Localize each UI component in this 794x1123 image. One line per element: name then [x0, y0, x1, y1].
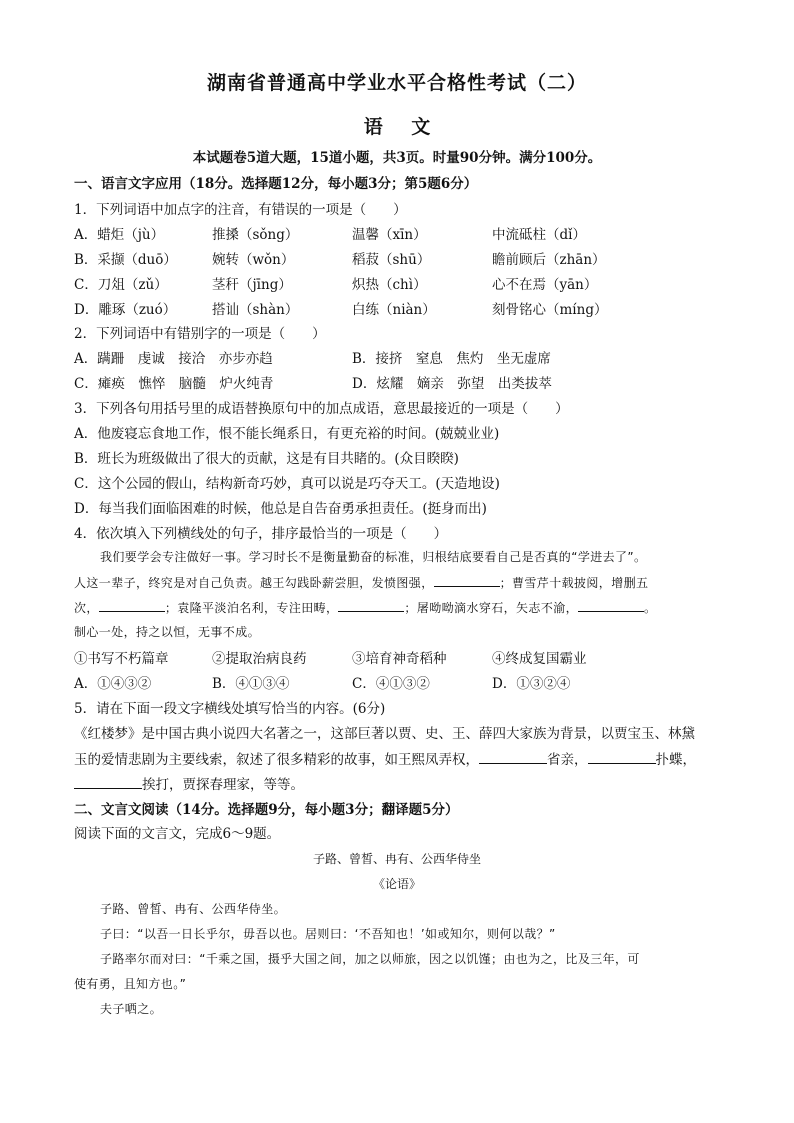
- passage-line: 子路、曾皙、冉有、公西华侍坐。: [100, 902, 287, 916]
- fill-blank: [479, 750, 547, 764]
- q4-item: ④终成复国霸业: [492, 651, 587, 667]
- fill-blank: [99, 598, 165, 612]
- q1-option-row: [74, 298, 734, 318]
- q1-option: 中流砥柱（dǐ）: [492, 227, 586, 243]
- q1-option-row: [74, 273, 734, 293]
- q4-passage-line: 制心一处，持之以恒，无事不成。: [74, 625, 261, 639]
- q1-option: 婉转（wǒn）: [212, 252, 295, 268]
- q4-passage-line: 我们要学会专注做好一事。学习时长不是衡量勤奋的标准，归根结底要看自己是否真的“学进去了”。: [100, 550, 647, 564]
- passage-line: 使有勇，且知方也。”: [74, 977, 187, 991]
- q5-text: 扑蝶，: [655, 752, 696, 768]
- q1-option: 搭讪（shàn）: [212, 302, 299, 318]
- q2-stem: 2．下列词语中有错别字的一项是（ ）: [74, 326, 326, 342]
- fill-blank: [338, 598, 404, 612]
- section2-instruction: 阅读下面的文言文，完成6～9题。: [74, 826, 281, 842]
- q1-option: 推搡（sǒng）: [212, 227, 299, 243]
- q2-option: C．瘫痪 憔悴 脑髓 炉火纯青: [74, 376, 274, 392]
- q5-text: 挨打，贾探春理家，等等。: [142, 777, 304, 793]
- passage-line: 子路率尔而对曰：“千乘之国，摄乎大国之间，加之以师旅，因之以饥馑；由也为之，比及三年，可: [100, 952, 640, 966]
- q4-passage-text: ；屠呦呦滴水穿石，矢志不渝，: [404, 601, 579, 615]
- q2-option-row: [74, 347, 734, 367]
- passage-line: 夫子哂之。: [100, 1002, 163, 1016]
- q1-option: 白练（niàn）: [352, 302, 436, 318]
- q2-option: A．蹒跚 虔诚 接洽 亦步亦趋: [74, 351, 273, 367]
- q4-passage-line: [74, 598, 724, 616]
- subject-title: 语 文: [363, 116, 431, 138]
- q2-option: D．炫耀 嫡亲 弥望 出类拔萃: [352, 376, 552, 392]
- q1-option-row: [74, 223, 734, 243]
- q1-option: D．雕琢（zuó）: [74, 302, 177, 318]
- q3-option: B．班长为班级做出了很大的贡献，这是有目共睹的。(众目睽睽): [74, 451, 459, 467]
- fill-blank: [588, 750, 656, 764]
- q4-passage-text: 。: [644, 601, 657, 615]
- q4-option: D．①③②④: [492, 676, 571, 692]
- q4-passage-text: ；袁隆平淡泊名利，专注田畴，: [164, 601, 339, 615]
- q2-option: B．接挤 窒息 焦灼 坐无虚席: [352, 351, 551, 367]
- passage-line: 子曰：“以吾一日长乎尔，毋吾以也。居则曰：‘不吾知也！’如或知尔，则何以哉？”: [100, 927, 556, 941]
- exam-intro: 本试题卷5道大题，15道小题，共3页。时量90分钟。满分100分。: [192, 150, 602, 166]
- section1-heading: 一、语言文字应用（18分。选择题12分，每小题3分；第5题6分）: [74, 176, 478, 192]
- q5-text-line: 《红楼梦》是中国古典小说四大名著之一，这部巨著以贾、史、王、薛四大家族为背景，以贾宝玉、林黛: [74, 726, 695, 742]
- q4-stem: 4．依次填入下列横线处的句子，排序最恰当的一项是（ ）: [74, 526, 448, 542]
- fill-blank: [434, 573, 500, 587]
- fill-blank: [74, 775, 142, 789]
- q4-passage-text: 次，: [74, 601, 99, 615]
- q5-text: 玉的爱情悲剧为主要线索，叙述了很多精彩的故事，如王熙凤弄权，: [74, 752, 479, 768]
- q4-passage-line: [74, 573, 724, 591]
- q2-option-row: [74, 372, 734, 392]
- passage-title: 子路、曾皙、冉有、公西华侍坐: [312, 852, 481, 866]
- q1-option: C．刀俎（zǔ）: [74, 277, 168, 293]
- q5-stem: 5．请在下面一段文字横线处填写恰当的内容。(6分): [74, 701, 386, 717]
- passage-source: 《论语》: [372, 877, 421, 891]
- q4-option: C．④①③②: [352, 676, 430, 692]
- q4-items-row: [74, 647, 734, 667]
- section2-heading: 二、文言文阅读（14分。选择题9分，每小题3分；翻译题5分）: [74, 802, 459, 818]
- q1-option: 温馨（xīn）: [352, 227, 427, 243]
- q1-option: B．采撷（duō）: [74, 252, 177, 268]
- q3-option: C．这个公园的假山，结构新奇巧妙，真可以说是巧夺天工。(天造地设): [74, 476, 500, 492]
- q1-option: 茎秆（jīng）: [212, 277, 292, 293]
- exam-title: 湖南省普通高中学业水平合格性考试（二）: [206, 72, 587, 94]
- q1-option: 心不在焉（yān）: [492, 277, 598, 293]
- q4-option: B．④①③④: [212, 676, 290, 692]
- q3-option: D．每当我们面临困难的时候，他总是自告奋勇承担责任。(挺身而出): [74, 501, 487, 517]
- q1-option: 炽热（chì）: [352, 277, 427, 293]
- q1-option: 刻骨铭心（míng）: [492, 302, 608, 318]
- q4-option: A．①④③②: [74, 676, 152, 692]
- q1-option: 瞻前顾后（zhān）: [492, 252, 606, 268]
- q3-option: A．他废寝忘食地工作，恨不能长绳系日，有更充裕的时间。(兢兢业业): [74, 426, 500, 442]
- q3-stem: 3．下列各句用括号里的成语替换原句中的加点成语，意思最接近的一项是（ ）: [74, 401, 569, 417]
- q4-item: ①书写不朽篇章: [74, 651, 169, 667]
- q4-options-row: [74, 672, 734, 692]
- q1-option: A．蜡炬（jù）: [74, 227, 165, 243]
- q1-option: 稻菽（shū）: [352, 252, 431, 268]
- q4-passage-text: ；曹雪芹十载披阅，增删五: [499, 576, 649, 590]
- q5-text: 省亲，: [547, 752, 588, 768]
- q4-item: ③培育神奇稻种: [352, 651, 447, 667]
- fill-blank: [578, 598, 644, 612]
- q1-stem: 1．下列词语中加点字的注音，有错误的一项是（ ）: [74, 202, 407, 218]
- q5-text-line: [74, 773, 304, 793]
- q4-passage-text: 人这一辈子，终究是对自己负责。越王勾践卧薪尝胆，发愤图强，: [74, 576, 434, 590]
- q1-option-row: [74, 248, 734, 268]
- q4-item: ②提取治病良药: [212, 651, 307, 667]
- q5-text-line: [74, 748, 696, 768]
